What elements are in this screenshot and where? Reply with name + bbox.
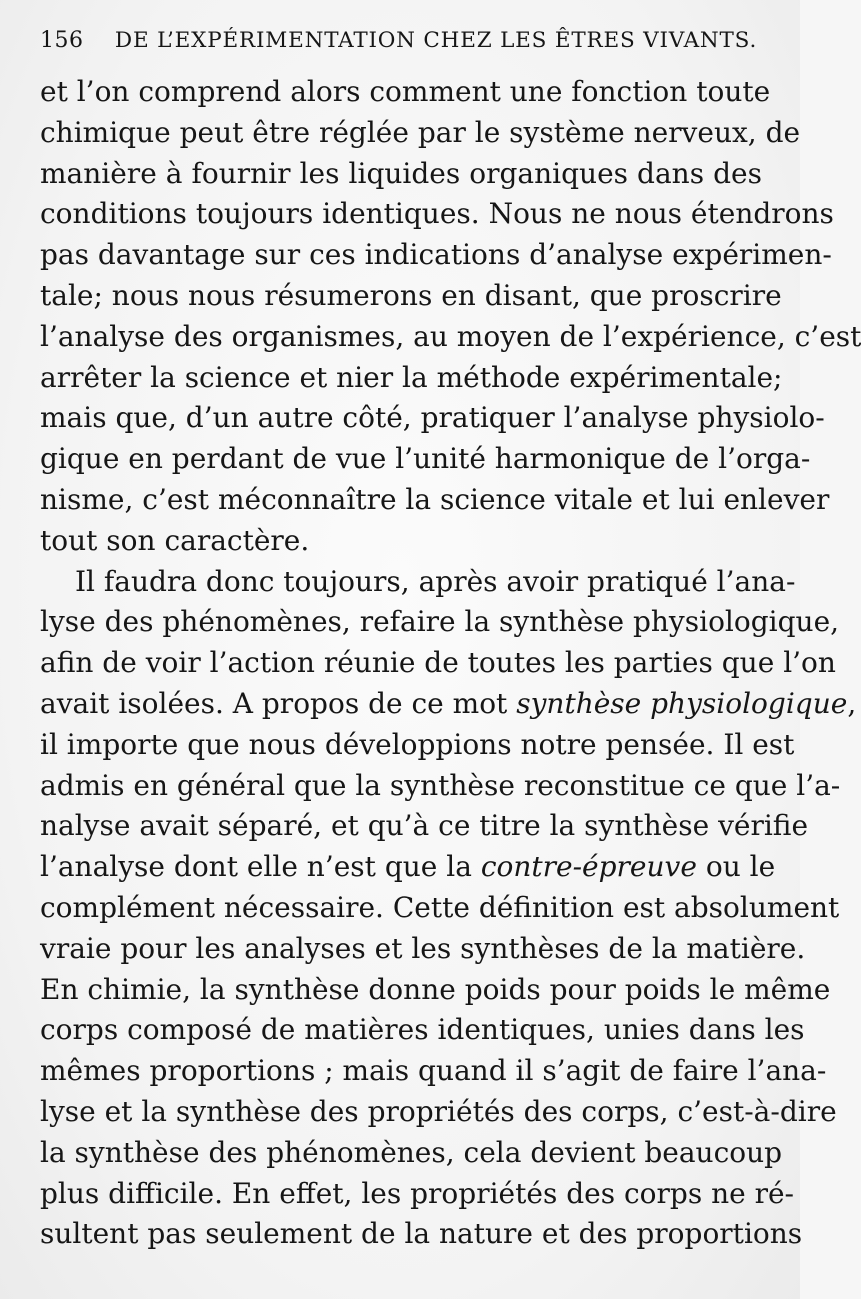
text-line: mêmes proportions ; mais quand il s’agit de faire l’ana- (40, 1054, 827, 1088)
text-line: il importe que nous développions notre pensée. Il est (40, 727, 795, 761)
text-line: corps composé de matières identiques, unies dans les (40, 1013, 805, 1047)
text-line: nisme, c’est méconnaître la science vitale et lui enlever (40, 482, 830, 516)
text-line: complément nécessaire. Cette définition est absolument (40, 890, 840, 924)
text-line: gique en perdant de vue l’unité harmonique de l’orga- (40, 442, 811, 476)
text-line: la synthèse des phénomènes, cela devient beaucoup (40, 1135, 783, 1169)
text-line: nalyse avait séparé, et qu’à ce titre la synthèse vérifie (40, 809, 809, 843)
text-line: arrêter la science et nier la méthode expérimentale; (40, 360, 783, 394)
text-run: avait isolées. A propos de ce mot (40, 686, 517, 720)
text-line (40, 847, 776, 888)
text-line: mais que, d’un autre côté, pratiquer l’analyse physiolo- (40, 401, 825, 435)
body-text (40, 72, 861, 1255)
text-line: plus difficile. En effet, les propriétés des corps ne ré- (40, 1176, 795, 1210)
paragraph-start-line: Il faudra donc toujours, après avoir pratiqué l’ana- (75, 564, 796, 598)
text-run: , (847, 686, 857, 720)
page-number: 156 (40, 28, 84, 53)
text-line: manière à fournir les liquides organiques dans des (40, 156, 762, 190)
text-line: chimique peut être réglée par le système nerveux, de (40, 115, 801, 149)
text-line: lyse et la synthèse des propriétés des corps, c’est-à-dire (40, 1094, 837, 1128)
text-line: pas davantage sur ces indications d’analyse expérimen- (40, 238, 832, 272)
text-run: ou le (696, 850, 776, 884)
text-line: tale; nous nous résumerons en disant, que proscrire (40, 278, 782, 312)
text-line: afin de voir l’action réunie de toutes les parties que l’on (40, 646, 836, 680)
italic-term: contre-épreuve (480, 850, 697, 884)
text-line: vraie pour les analyses et les synthèses de la matière. (40, 931, 806, 965)
text-line: l’analyse des organismes, au moyen de l’expérience, c’est (40, 319, 861, 353)
text-line: et l’on comprend alors comment une fonction toute (40, 75, 771, 108)
text-line: lyse des phénomènes, refaire la synthèse physiologique, (40, 605, 840, 639)
text-line (40, 684, 857, 725)
running-title: DE L’EXPÉRIMENTATION CHEZ LES ÊTRES VIVANTS. (114, 28, 758, 53)
paragraph-end-line: tout son caractère. (40, 523, 310, 557)
text-line: conditions toujours identiques. Nous ne nous étendrons (40, 197, 834, 231)
italic-term: synthèse physiologique (516, 686, 848, 720)
text-line: En chimie, la synthèse donne poids pour poids le même (40, 972, 831, 1006)
text-run: l’analyse dont elle n’est que la (40, 850, 481, 884)
text-line: admis en général que la synthèse reconstitue ce que l’a- (40, 768, 841, 802)
text-line: sultent pas seulement de la nature et des proportions (40, 1217, 803, 1251)
running-head (40, 28, 762, 72)
